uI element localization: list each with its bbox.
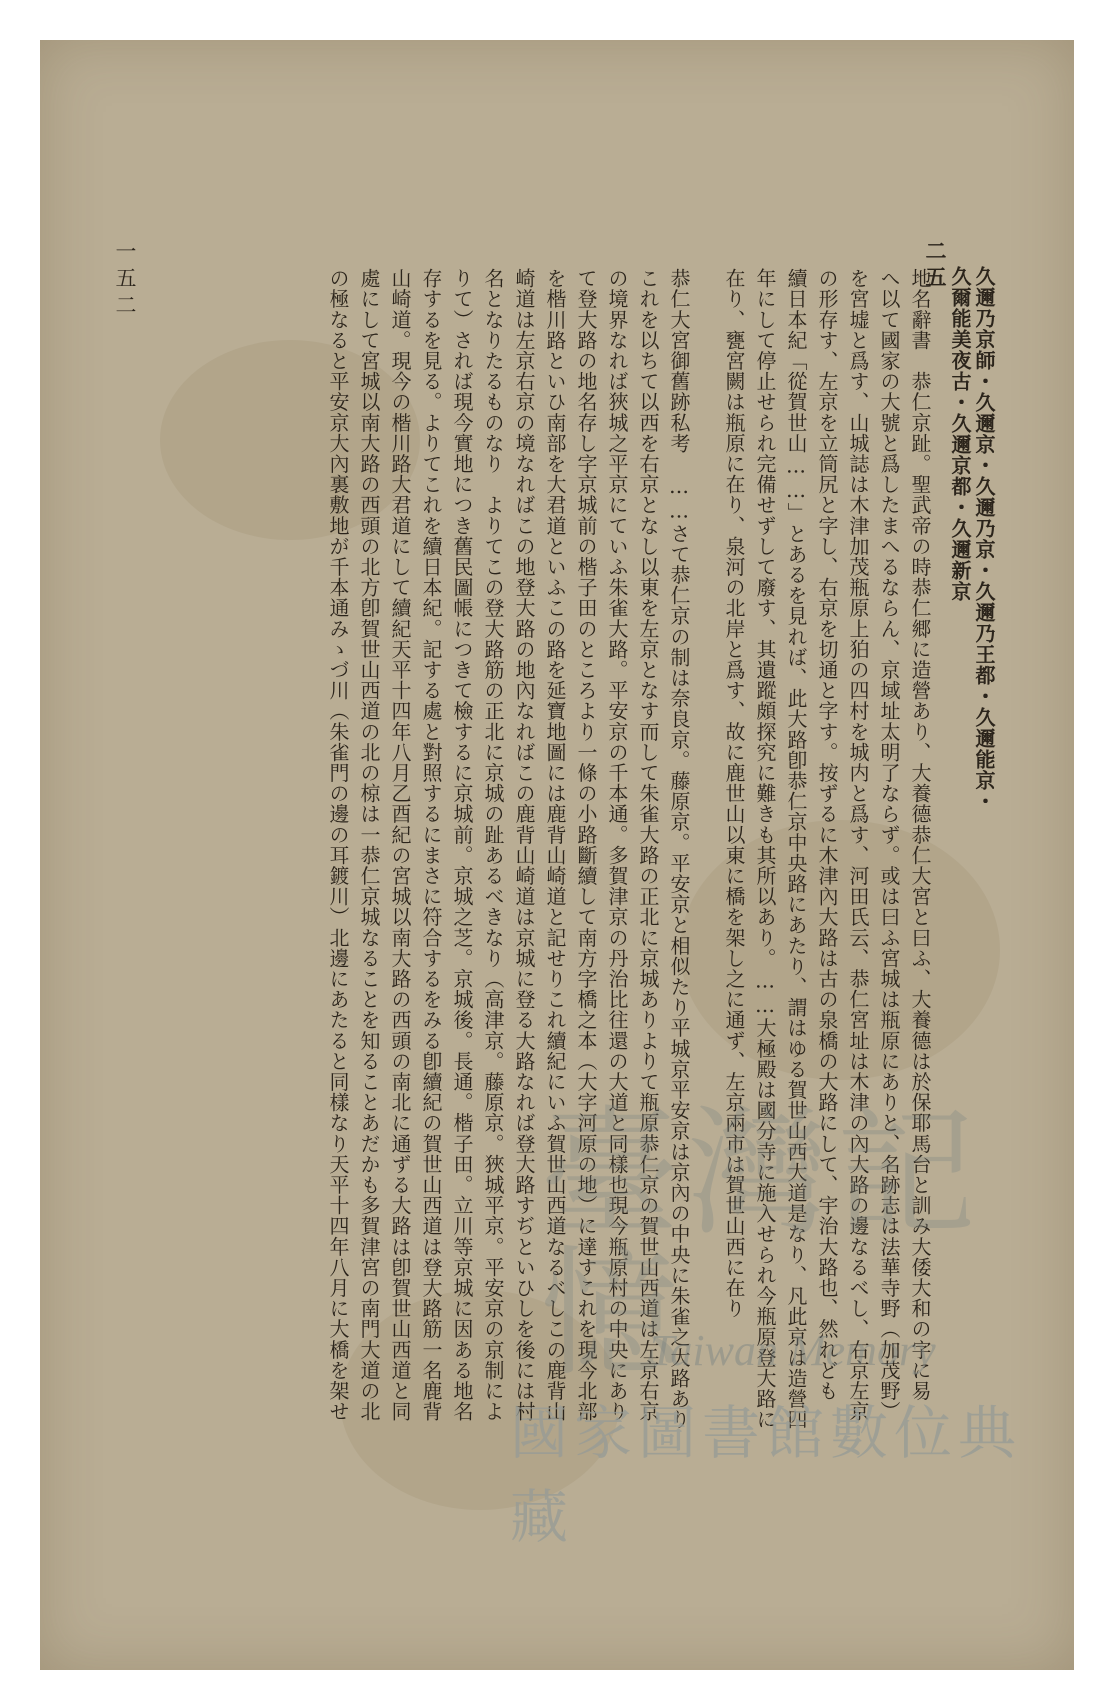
text-column: 地名辭書 恭仁京趾。聖武帝の時恭仁郷に造營あり、大養德恭仁大宮と曰ふ、大養德は於保耶馬台と訓み大倭大和の字に易: [908, 268, 932, 1401]
text-column: へ以て國家の大號と爲したまへるならん、京域址太明了ならず。或は曰ふ宮城は瓶原にありと、名跡志は法華寺野（加茂野）: [877, 268, 901, 1422]
text-column: 續日本紀「從賀世山……」とあるを見れば、此大路卽恭仁京中央路にあたり、謂はゆる賀世山西大道是なり、凡此京は造營四: [784, 268, 808, 1430]
text-column: の形存す、左京を立筒尻と字し、右京を切通と字す。按ずるに木津內大路は古の泉橋の大路にして、宇治大路也、然れども: [815, 268, 839, 1401]
scanned-page: [40, 40, 1074, 1670]
page-number-left: 二五: [923, 240, 948, 292]
text-column: を宮墟と爲す、山城誌は木津加茂瓶原上狛の四村を城内と爲す、河田氏云、恭仁宮址は木津の內大路の邊なるべし、右京左京: [846, 268, 870, 1422]
text-column: て登大路の地名存し字京城前の楷子田のところより一條の小路斷續して南方字橋之本（大字河原の地）に達すこれを現今北部: [574, 268, 598, 1422]
text-column: を楷川路といひ南部を大君道といふこの路を延寶地圖には鹿背山崎道と記せりこれ續紀にいふ賀世山西道なるべしこの鹿背山: [543, 268, 567, 1422]
section-heading-line-1: 久邇乃京師・久邇京・久邇乃京・久邇乃王都・久邇能京・: [972, 266, 996, 812]
text-column: の境界なれば狹城之平京にていふ朱雀大路。平安京の千本通。多賀津京の丹治比往還の大道と同樣也現今瓶原村の中央にあり: [605, 268, 629, 1422]
text-column: 在り、甕宮闕は瓶原に在り、泉河の北岸と爲す、故に鹿世山以東に橋を架し之に通ず、左京兩市は賀世山西に在り: [722, 268, 746, 1319]
section-heading-line-2: 久爾能美夜古・久邇京都・久邇新京: [948, 266, 972, 602]
text-column: 名となりたるものなり よりてこの登大路筋の正北に京城の趾あるべきなり（高津京。藤原京。狹城平京。平安京の京制によ: [481, 268, 505, 1422]
text-column: 年にして停止せられ完備せずして廢す、其遺蹤頗探究に難きも其所以あり。……大極殿は國分寺に施入せられ今瓶原登大路に: [753, 268, 777, 1430]
text-column: 存するを見る。よりてこれを續日本紀。記する處と對照するにまさに符合するをみる卽續紀の賀世山西道は登大路筋一名鹿背: [419, 268, 443, 1422]
watermark: [510, 1093, 1060, 1554]
watermark-logo-text: 臺灣記憶: [540, 1093, 985, 1396]
text-column: 山崎道。現今の楷川路大君道にして續紀天平十四年八月乙酉紀の宮城以南大路の西頭の南北に通ずる大路は卽賀世山西道と同: [388, 268, 412, 1422]
page-number-right: 一五二: [113, 240, 137, 321]
text-column: 恭仁大宮御舊跡私考 ……さて恭仁京の制は奈良京。藤原京。平安京と相似たり平城京平安京は京內の中央に朱雀之大路あり: [667, 268, 691, 1430]
text-column: の極なると平安京大內裏敷地が千本通みゝづ川（朱雀門の邊の耳鍍川）北邊にあたると同樣なり天平十四年八月に大橋を架せ: [326, 268, 350, 1422]
text-column: これを以ちて以西を右京となし以東を左京となす而して朱雀大路の正北に京城ありよりて瓶原恭仁京の賀世山西道は左京右京: [636, 268, 660, 1422]
text-column: りて）されば現今實地につき舊民圖帳につきて檢するに京城前。京城之芝。京城後。長通。楷子田。立川等京城に因ある地名: [450, 268, 474, 1422]
text-column: 處にして宮城以南大路の西頭の北方卽賀世山西道の北の椋は一恭仁京城なることを知ることあだかも多賀津宮の南門大道の北: [357, 268, 381, 1422]
watermark-subtitle: 國家圖書館數位典藏: [510, 1399, 1023, 1551]
watermark-english: Taiwan Memory: [650, 1326, 936, 1375]
paper-stain: [160, 340, 420, 540]
text-column: 崎道は左京右京の境なればこの地登大路の地內なればこの鹿背山崎道は京城に登る大路なれば登大路すぢといひしを後には村: [512, 268, 536, 1422]
